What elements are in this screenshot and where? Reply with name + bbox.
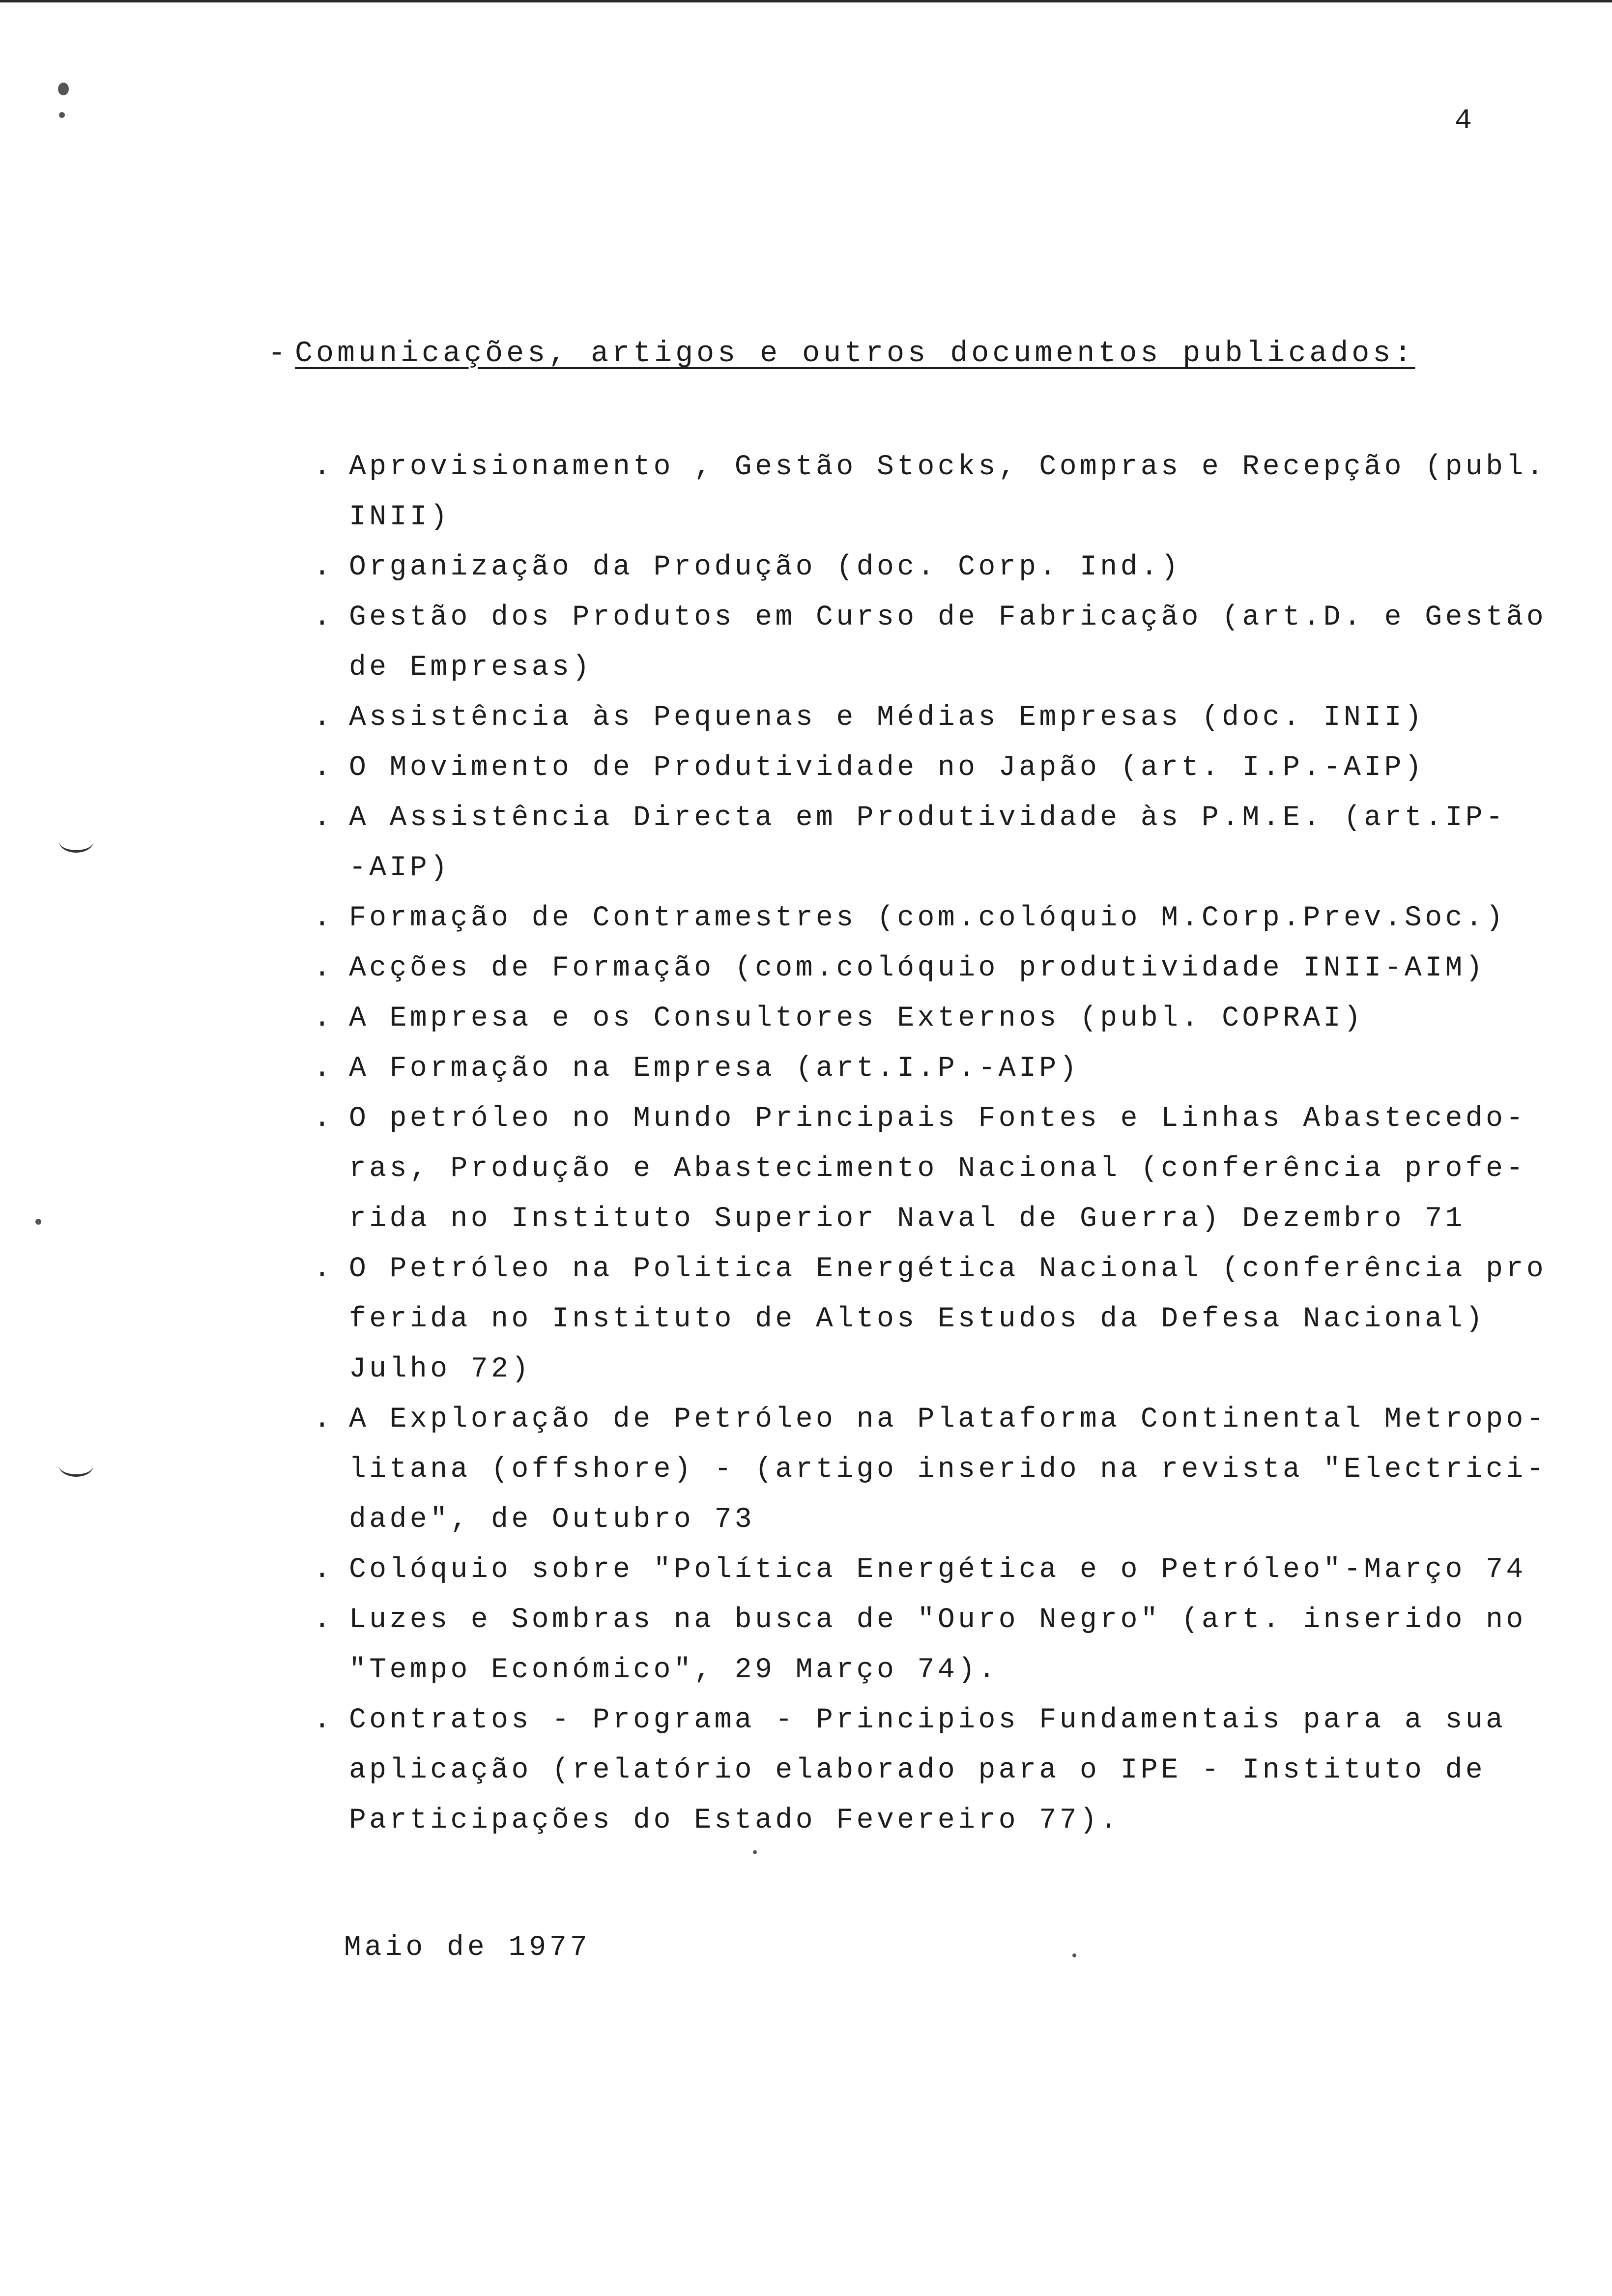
bullet-marker: .	[314, 602, 334, 633]
list-item	[305, 893, 1597, 944]
publications-list	[305, 442, 1597, 1846]
bullet-marker: .	[314, 551, 334, 583]
list-item	[305, 743, 1597, 793]
list-item-text: Organização da Produção (doc. Corp. Ind.)	[349, 551, 1181, 583]
list-item-text: A Exploração de Petróleo na Plataforma Continental Metropo- litana (offshore) - (artigo inserido na revista "Electrici- dade", de Outubro 73	[349, 1404, 1547, 1536]
scan-speck	[58, 83, 69, 95]
list-item-text: Colóquio sobre "Política Energética e o Petróleo"-Março 74	[349, 1554, 1526, 1586]
list-item-text: Formação de Contramestres (com.colóquio M.Corp.Prev.Soc.)	[349, 902, 1506, 934]
margin-pen-mark	[59, 831, 93, 853]
list-item-text: A Empresa e os Consultores Externos (publ. COPRAI)	[349, 1003, 1364, 1034]
bullet-marker: .	[314, 952, 334, 984]
scan-speck	[59, 112, 65, 118]
heading-text: Comunicações, artigos e outros documentos publicados:	[295, 337, 1415, 371]
margin-pen-mark	[59, 1455, 93, 1477]
list-item	[305, 442, 1597, 543]
heading-dash: -	[268, 337, 289, 371]
list-item-text: O Movimento de Produtividade no Japão (art. I.P.-AIP)	[349, 752, 1425, 784]
bullet-marker: .	[314, 1253, 334, 1285]
section-heading	[268, 339, 1415, 369]
list-item-text: Contratos - Programa - Principios Fundamentais para a sua aplicação (relatório elaborado para o IPE - Instituto de Participações do Estado Fevereiro 77).	[349, 1704, 1506, 1837]
list-item	[305, 1244, 1597, 1395]
list-item	[305, 693, 1597, 743]
scan-speck	[1072, 1953, 1076, 1957]
bullet-marker: .	[314, 702, 334, 734]
list-item	[305, 944, 1597, 994]
scan-speck	[753, 1850, 757, 1854]
list-item-text: Luzes e Sombras na busca de "Ouro Negro" (art. inserido no "Tempo Económico", 29 Março 74).	[349, 1604, 1526, 1686]
list-item	[305, 793, 1597, 893]
bullet-marker: .	[314, 1604, 334, 1636]
list-item	[305, 1395, 1597, 1545]
bullet-marker: .	[314, 1003, 334, 1034]
bullet-marker: .	[314, 1704, 334, 1736]
list-item	[305, 1545, 1597, 1595]
list-item-text: O petróleo no Mundo Principais Fontes e Linhas Abastecedo- ras, Produção e Abastecimento Nacional (conferência profe- rida no Instituto Superior Naval de Guerra) Dezembro 71	[349, 1103, 1526, 1235]
bullet-marker: .	[314, 1053, 334, 1085]
list-item	[305, 1094, 1597, 1244]
list-item-text: Assistência às Pequenas e Médias Empresas (doc. INII)	[349, 702, 1425, 734]
list-item	[305, 543, 1597, 593]
closing-date: Maio de 1977	[344, 1932, 591, 1964]
bullet-marker: .	[314, 752, 334, 784]
list-item-text: A Formação na Empresa (art.I.P.-AIP)	[349, 1053, 1080, 1085]
list-item	[305, 593, 1597, 693]
list-item	[305, 1595, 1597, 1695]
list-item-text: Gestão dos Produtos em Curso de Fabricação (art.D. e Gestão de Empresas)	[349, 602, 1547, 684]
list-item	[305, 1695, 1597, 1846]
bullet-marker: .	[314, 1103, 334, 1135]
scan-speck	[35, 1219, 41, 1225]
bullet-marker: .	[314, 902, 334, 934]
list-item	[305, 1044, 1597, 1094]
bullet-marker: .	[314, 451, 334, 483]
top-edge-rule	[0, 0, 1612, 2]
bullet-marker: .	[314, 802, 334, 834]
list-item-text: A Assistência Directa em Produtividade às P.M.E. (art.IP- -AIP)	[349, 802, 1506, 884]
bullet-marker: .	[314, 1554, 334, 1586]
list-item-text: Acções de Formação (com.colóquio produtividade INII-AIM)	[349, 952, 1486, 984]
list-item-text: Aprovisionamento , Gestão Stocks, Compras e Recepção (publ. INII)	[349, 451, 1547, 533]
list-item	[305, 994, 1597, 1044]
bullet-marker: .	[314, 1404, 334, 1435]
list-item-text: O Petróleo na Politica Energética Nacional (conferência pro ferida no Instituto de Altos Estudos da Defesa Nacional) Julho 72)	[349, 1253, 1547, 1385]
page-number: 4	[1455, 105, 1472, 137]
